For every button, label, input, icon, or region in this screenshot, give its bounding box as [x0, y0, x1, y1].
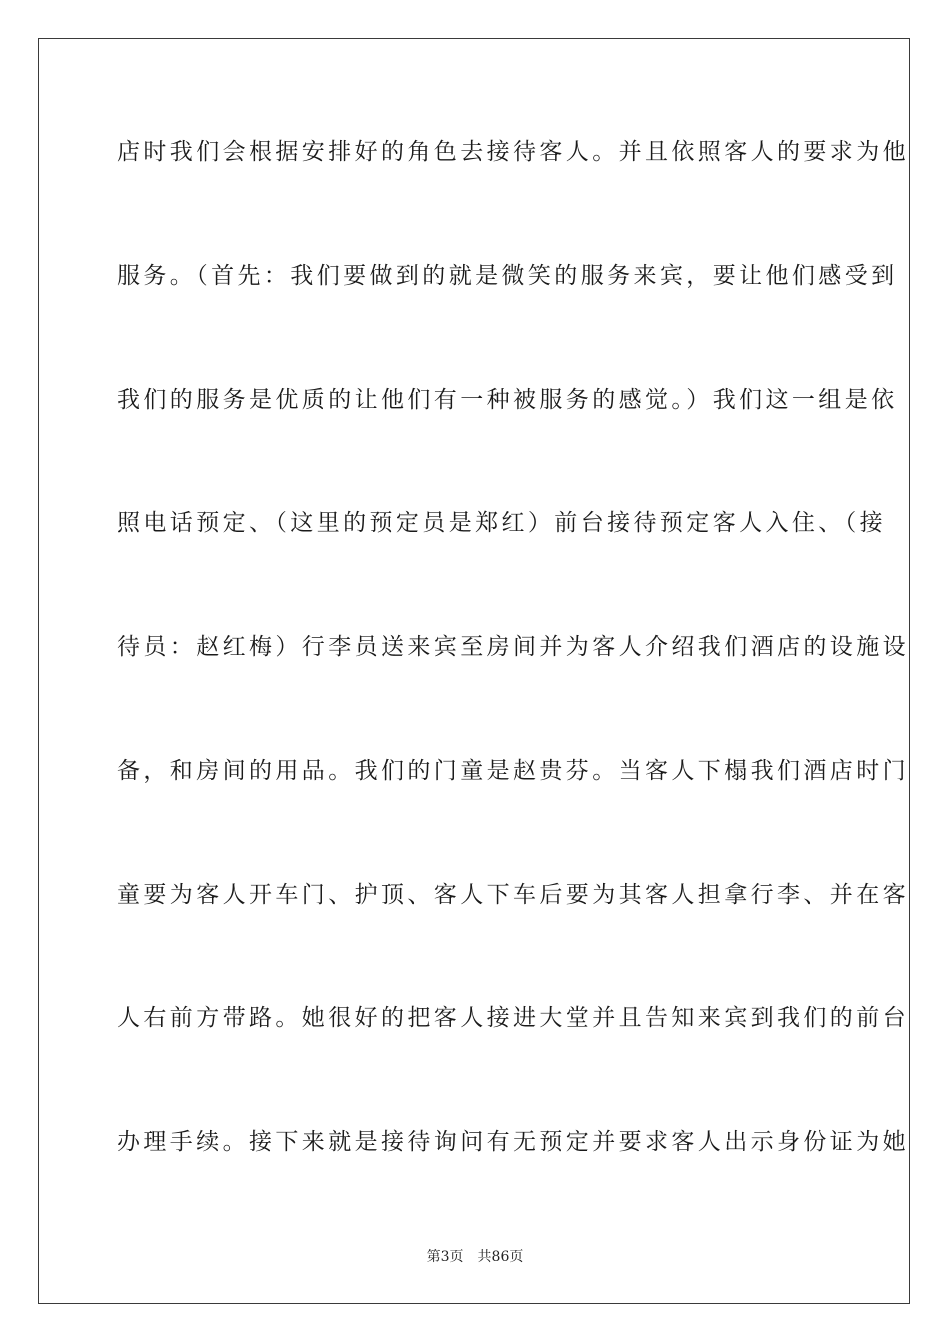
paragraph-line-3: 我们的服务是优质的让他们有一种被服务的感觉。）我们这一组是依 — [117, 387, 898, 413]
paragraph-line-2: 服务。（首先：我们要做到的就是微笑的服务来宾，要让他们感受到 — [117, 263, 898, 289]
paragraph-line-6: 备，和房间的用品。我们的门童是赵贵芬。当客人下榻我们酒店时门 — [117, 758, 909, 784]
page-footer — [0, 1248, 950, 1266]
page-number: 第3页 — [426, 1249, 464, 1265]
paragraph-line-9: 办理手续。接下来就是接待询问有无预定并要求客人出示身份证为她 — [117, 1129, 909, 1155]
paragraph-line-7: 童要为客人开车门、护顶、客人下车后要为其客人担拿行李、并在客 — [117, 882, 909, 908]
paragraph-line-8: 人右前方带路。她很好的把客人接进大堂并且告知来宾到我们的前台 — [117, 1005, 909, 1031]
paragraph-line-4: 照电话预定、（这里的预定员是郑红）前台接待预定客人入住、（接 — [117, 510, 886, 536]
page-border — [38, 38, 910, 1304]
paragraph-line-1: 店时我们会根据安排好的角色去接待客人。并且依照客人的要求为他 — [117, 139, 909, 165]
paragraph-line-5: 待员：赵红梅）行李员送来宾至房间并为客人介绍我们酒店的设施设 — [117, 634, 909, 660]
page-total: 共86页 — [477, 1249, 524, 1265]
